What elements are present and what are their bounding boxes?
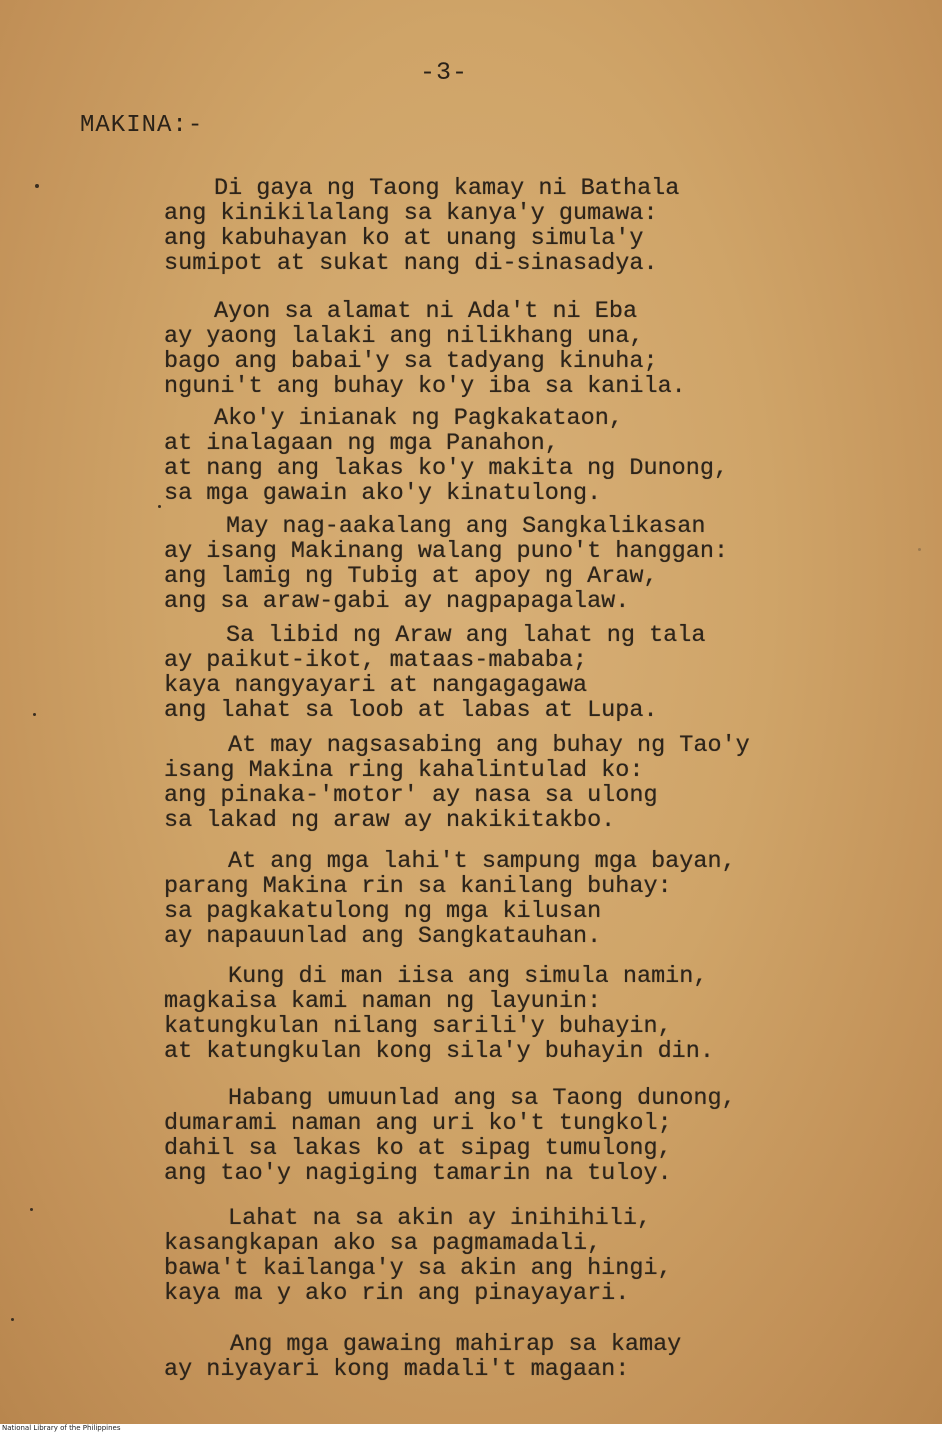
poem-line: sumipot at sukat nang di-sinasadya. (164, 250, 658, 277)
poem-line: ang tao'y nagiging tamarin na tuloy. (164, 1160, 672, 1187)
stanza (164, 623, 864, 723)
poem-line: magkaisa kami naman ng layunin: (164, 988, 602, 1015)
poem-line: at nang ang lakas ko'y makita ng Dunong, (164, 455, 729, 482)
speaker-heading: MAKINA:- (80, 112, 204, 139)
poem-line: May nag-aakalang ang Sangkalikasan (226, 513, 706, 540)
poem-line: at katungkulan kong sila'y buhayin din. (164, 1038, 714, 1065)
poem-line: ang kinikilalang sa kanya'y gumawa: (164, 200, 658, 227)
margin-mark (158, 505, 161, 508)
poem-line: bawa't kailanga'y sa akin ang hingi, (164, 1255, 672, 1282)
poem-line: At may nagsasabing ang buhay ng Tao'y (228, 732, 750, 759)
poem-line: ang lahat sa loob at labas at Lupa. (164, 697, 658, 724)
poem-line: sa mga gawain ako'y kinatulong. (164, 480, 602, 507)
poem-line: kaya ma y ako rin ang pinayayari. (164, 1280, 630, 1307)
poem-line: nguni't ang buhay ko'y iba sa kanila. (164, 373, 686, 400)
poem-line: Di gaya ng Taong kamay ni Bathala (214, 175, 680, 202)
stanza (164, 1086, 864, 1186)
poem-line: isang Makina ring kahalintulad ko: (164, 757, 644, 784)
margin-mark (33, 713, 36, 716)
stanza (164, 849, 864, 949)
stanza (164, 964, 864, 1064)
poem-line: ay napauunlad ang Sangkatauhan. (164, 923, 602, 950)
poem-line: ay niyayari kong madali't magaan: (164, 1356, 630, 1383)
poem-line: Sa libid ng Araw ang lahat ng tala (226, 622, 706, 649)
library-credit: National Library of the Philippines (2, 1424, 121, 1432)
stanza (164, 1206, 864, 1306)
poem-line: kaya nangyayari at nangagagawa (164, 672, 588, 699)
poem-line: At ang mga lahi't sampung mga bayan, (228, 848, 736, 875)
poem-line: kasangkapan ako sa pagmamadali, (164, 1230, 602, 1257)
margin-mark (35, 184, 39, 188)
stanza (164, 176, 864, 276)
poem-line: bago ang babai'y sa tadyang kinuha; (164, 348, 658, 375)
poem (164, 176, 864, 1382)
margin-mark (30, 1208, 33, 1211)
poem-line: ay yaong lalaki ang nilikhang una, (164, 323, 644, 350)
poem-line: ang kabuhayan ko at unang simula'y (164, 225, 644, 252)
poem-line: ang pinaka-'motor' ay nasa sa ulong (164, 782, 658, 809)
poem-line: sa lakad ng araw ay nakikitakbo. (164, 807, 616, 834)
footer-bar (0, 1424, 942, 1433)
stanza (164, 406, 864, 506)
page-number: -3- (420, 58, 469, 87)
poem-line: Lahat na sa akin ay inihihili, (228, 1205, 652, 1232)
stanza (164, 514, 864, 614)
poem-line: ay paikut-ikot, mataas-mababa; (164, 647, 588, 674)
poem-line: Ayon sa alamat ni Ada't ni Eba (214, 298, 638, 325)
poem-line: at inalagaan ng mga Panahon, (164, 430, 559, 457)
stanza (164, 299, 864, 399)
poem-line: Ang mga gawaing mahirap sa kamay (230, 1331, 682, 1358)
poem-line: ay isang Makinang walang puno't hanggan: (164, 538, 729, 565)
poem-line: parang Makina rin sa kanilang buhay: (164, 873, 672, 900)
margin-mark (11, 1318, 14, 1321)
margin-mark (918, 548, 921, 551)
poem-line: Ako'y inianak ng Pagkakataon, (214, 405, 623, 432)
poem-line: Habang umuunlad ang sa Taong dunong, (228, 1085, 736, 1112)
poem-line: Kung di man iisa ang simula namin, (228, 963, 708, 990)
poem-line: dumarami naman ang uri ko't tungkol; (164, 1110, 672, 1137)
stanza (164, 1332, 864, 1382)
poem-line: ang lamig ng Tubig at apoy ng Araw, (164, 563, 658, 590)
poem-line: sa pagkakatulong ng mga kilusan (164, 898, 602, 925)
poem-line: ang sa araw-gabi ay nagpapagalaw. (164, 588, 630, 615)
poem-line: katungkulan nilang sarili'y buhayin, (164, 1013, 672, 1040)
poem-line: dahil sa lakas ko at sipag tumulong, (164, 1135, 672, 1162)
stanza (164, 733, 864, 833)
